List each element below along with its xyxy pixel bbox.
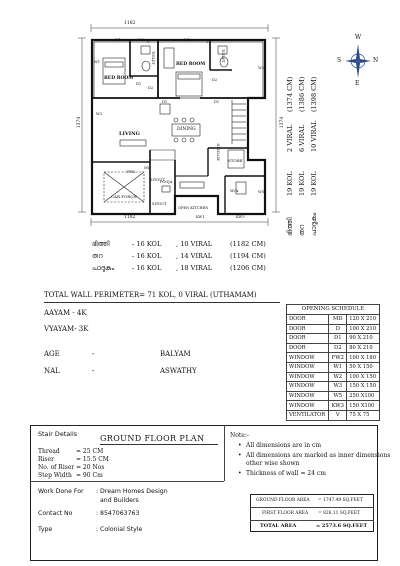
stair-key: Thread	[38, 448, 60, 455]
stair-key: Riser	[38, 456, 54, 463]
schedule-size: 120 X 210	[347, 315, 380, 325]
living-label: LIVING	[119, 131, 140, 137]
total-area-label: TOTAL AREA	[260, 523, 297, 529]
schedule-type: WINDOW	[287, 372, 329, 382]
measure-viral: , 18 VIRAL	[176, 264, 213, 272]
ventilator-label: V	[147, 40, 150, 44]
bedroom-right-label: BED ROOM	[176, 62, 206, 67]
first-area-value: = 826.11 SQ.FEET	[318, 511, 361, 516]
age-value: BALYAM	[160, 350, 191, 358]
schedule-row	[287, 391, 380, 401]
side-kol: 19 KOL	[310, 171, 318, 196]
schedule-code: FW2	[329, 353, 347, 363]
fw2-label: FW2	[127, 170, 136, 174]
type-label: Type	[38, 526, 53, 533]
divider	[44, 302, 280, 303]
kw3-label: KW3	[236, 215, 245, 219]
dining-label: DINING	[177, 127, 196, 132]
schedule-type: WINDOW	[287, 353, 329, 363]
measure-name: പാദുകം	[92, 264, 115, 272]
measure-cm: (1182 CM)	[230, 240, 266, 248]
type-value: : Colonial Style	[96, 526, 143, 533]
w5-label: W5	[258, 190, 264, 194]
schedule-size: 80 X 210	[347, 343, 380, 353]
schedule-row	[287, 343, 380, 353]
schedule-row	[287, 324, 380, 334]
note-item: All dimensions are in cm	[246, 442, 322, 449]
d1-label: D1	[162, 100, 168, 104]
area-divider	[250, 520, 374, 521]
work-area-label: W/A	[230, 188, 239, 193]
vyayam-value: VYAYAM- 3K	[44, 325, 89, 333]
note-item: All dimensions are marked as inner dimensions	[246, 452, 391, 459]
nal-dash: -	[92, 367, 95, 375]
pooja-label: POOJA	[160, 180, 173, 184]
side-cm: (1374 CM)	[286, 76, 294, 112]
side-kol: 19 KOL	[298, 171, 306, 196]
nal-value: ASWATHY	[160, 367, 197, 375]
schedule-row	[287, 401, 380, 411]
aayam-value: AAYAM - 4K	[44, 309, 87, 317]
schedule-type: WINDOW	[287, 362, 329, 372]
open-kitchen-label: OPEN KITCHEN	[178, 206, 209, 210]
schedule-code: MD	[329, 315, 347, 325]
w3-label: W3	[138, 38, 144, 42]
side-kol: 19 KOL	[286, 171, 294, 196]
side-viral: 6 VIRAL	[298, 124, 306, 152]
schedule-size: 100 X 180	[347, 353, 380, 363]
top-dimension: 1182	[124, 21, 136, 26]
ventilator-label: V	[206, 40, 209, 44]
area-divider	[250, 507, 374, 508]
toilet-left-label: TOILET	[150, 51, 155, 65]
measure-viral: , 14 VIRAL	[176, 252, 213, 260]
work-for-value: : Dream Homes Design	[96, 488, 168, 495]
schedule-code: D2	[329, 343, 347, 353]
contact-label: Contact No	[38, 510, 73, 517]
compass	[337, 34, 379, 92]
note-bullet: •	[238, 452, 242, 459]
schedule-table	[286, 314, 380, 421]
bedroom-left-label: BED ROOM	[104, 76, 134, 81]
stair-val: = 20 Nos	[76, 464, 105, 471]
w2-label: W2	[258, 66, 264, 70]
stair-key: Step Width	[38, 472, 72, 479]
w3-label: W3	[96, 112, 102, 116]
kw1-label: KW1	[196, 215, 205, 219]
schedule-size: 100 X 210	[347, 324, 380, 334]
note-item: other wise shown	[246, 460, 300, 467]
measure-name: ഭിത്തി	[92, 240, 110, 248]
opening-schedule	[286, 304, 380, 421]
work-for-label: Work Done For	[38, 488, 84, 495]
measure-viral: , 10 VIRAL	[176, 240, 213, 248]
d1-label: D1	[214, 100, 220, 104]
measure-kol: - 16 KOL	[132, 252, 162, 260]
schedule-size: 250 X100	[347, 391, 380, 401]
schedule-type: DOOR	[287, 343, 329, 353]
d2-label: D2	[212, 78, 218, 82]
notes-title: Note:-	[230, 432, 249, 439]
schedule-size: 75 X 75	[347, 410, 380, 420]
schedule-type: WINDOW	[287, 391, 329, 401]
schedule-code: W3	[329, 382, 347, 392]
schedule-code: W1	[329, 362, 347, 372]
side-name: പാദുകം	[310, 212, 318, 236]
bottom-dimension: 1182	[124, 215, 136, 220]
plan-title-underline	[100, 444, 218, 445]
ground-area-label: GROUND FLOOR AREA	[256, 498, 310, 503]
measure-cm: (1206 CM)	[230, 264, 266, 272]
schedule-row	[287, 353, 380, 363]
schedule-type: DOOR	[287, 324, 329, 334]
side-measurements	[284, 68, 340, 238]
compass-west: W	[355, 34, 362, 41]
note-bullet: •	[238, 442, 242, 449]
stair-key: No. of Riser	[38, 464, 75, 471]
measure-cm: (1194 CM)	[230, 252, 266, 260]
work-for-value-2: and Builders	[100, 497, 139, 504]
kitchen-label: KITCHEN	[216, 143, 221, 161]
schedule-code: D	[329, 324, 347, 334]
schedule-type: DOOR	[287, 315, 329, 325]
w1-label: W1	[94, 60, 100, 64]
side-name: ഭിത്തി	[286, 217, 294, 236]
plan-title: GROUND FLOOR PLAN	[100, 434, 205, 443]
schedule-type: WINDOW	[287, 401, 329, 411]
side-name: തറ	[298, 224, 306, 236]
stair-val: = 25 CM	[76, 448, 104, 455]
stair-val: = 90 Cm	[76, 472, 103, 479]
stair-val: = 15.5 CM	[76, 456, 109, 463]
side-viral: 2 VIRAL	[286, 124, 294, 152]
measure-kol: - 16 KOL	[132, 240, 162, 248]
age-label: AGE	[44, 350, 60, 358]
side-cm: (1386 CM)	[298, 76, 306, 112]
compass-east: E	[355, 80, 360, 87]
d1-label: D1	[136, 82, 142, 86]
compass-north: N	[373, 57, 379, 64]
contact-value: : 8547063763	[96, 510, 140, 517]
schedule-row	[287, 372, 380, 382]
first-area-label: FIRST FLOOR AREA	[262, 511, 309, 516]
car-porch-label: CAR PORCH	[111, 194, 137, 199]
schedule-code: W5	[329, 391, 347, 401]
schedule-title: OPENING SCHEDULE	[286, 304, 380, 314]
schedule-row	[287, 382, 380, 392]
toilet-right-label: TOILET	[220, 49, 225, 63]
schedule-code: V	[329, 410, 347, 420]
schedule-row	[287, 410, 380, 420]
stair-title: Stair Details	[38, 430, 78, 438]
w1-label: W1	[115, 38, 121, 42]
measurement-list	[92, 240, 292, 284]
schedule-code: W2	[329, 372, 347, 382]
schedule-size: 50 X 150	[347, 362, 380, 372]
note-item: Thickness of wall = 24 cm	[246, 470, 326, 477]
measure-name: തറ	[92, 252, 103, 260]
note-bullet: •	[238, 470, 242, 477]
schedule-code: KW3	[329, 401, 347, 411]
schedule-type: WINDOW	[287, 382, 329, 392]
age-dash: -	[92, 350, 95, 358]
total-area-value: = 2573.6 SQ.FEET	[316, 523, 368, 529]
right-dimension: 1374	[280, 116, 286, 129]
schedule-code: D1	[329, 334, 347, 344]
d2-label: D2	[148, 86, 154, 90]
side-cm: (1398 CM)	[310, 76, 318, 112]
schedule-row	[287, 315, 380, 325]
stair-divider	[30, 481, 224, 482]
compass-south: S	[337, 57, 342, 64]
schedule-type: VENTILATOR	[287, 410, 329, 420]
measure-kol: - 16 KOL	[132, 264, 162, 272]
schedule-size: 100 X 150	[347, 372, 380, 382]
side-viral: 10 VIRAL	[310, 120, 318, 152]
w1-label: W1	[184, 38, 190, 42]
main-door-label: MD	[144, 166, 151, 170]
nal-label: NAL	[44, 367, 60, 375]
store-label: STORE	[228, 158, 243, 163]
schedule-row	[287, 362, 380, 372]
sitout-1-label: SITOUT	[150, 178, 165, 182]
schedule-size: 150 X 150	[347, 382, 380, 392]
left-dimension: 1374	[77, 116, 83, 129]
sitout-2-label: SITOUT	[152, 202, 167, 206]
schedule-size: 90 X 210	[347, 334, 380, 344]
schedule-type: DOOR	[287, 334, 329, 344]
schedule-row	[287, 334, 380, 344]
wall-perimeter: TOTAL WALL PERIMETER= 71 KOL, 0 VIRAL (UTHAMAM)	[44, 291, 257, 299]
schedule-size: 150 X100	[347, 401, 380, 411]
ground-area-value: = 1747.49 SQ.FEET	[318, 498, 363, 503]
